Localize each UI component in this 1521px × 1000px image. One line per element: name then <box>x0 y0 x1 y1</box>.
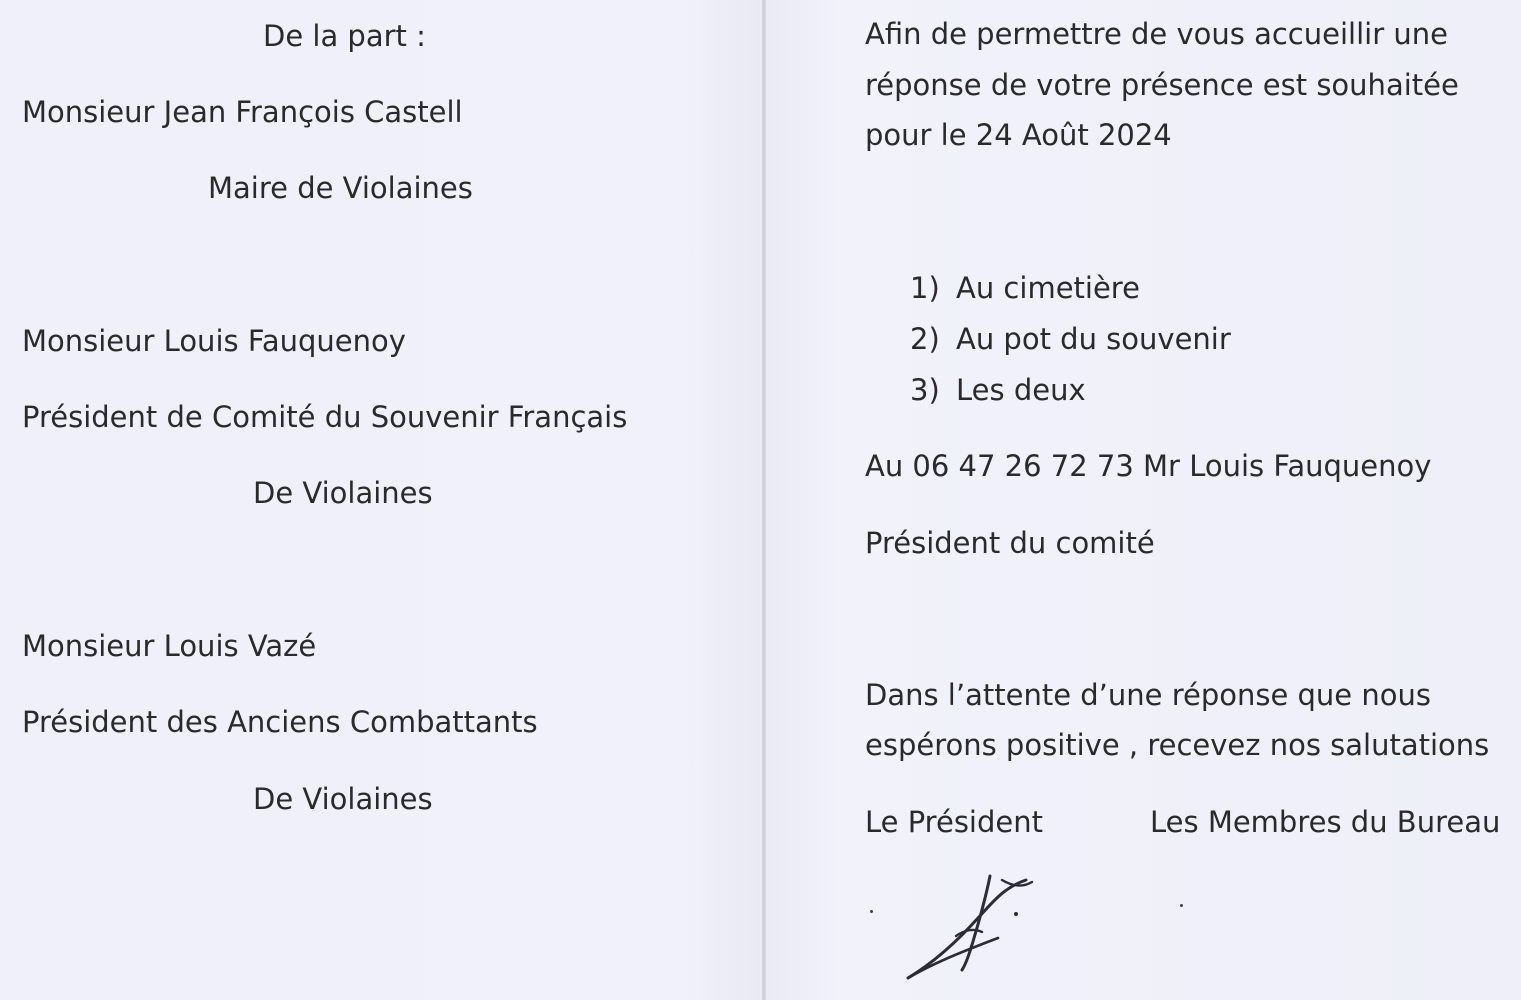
option-number: 3) <box>910 373 940 407</box>
person1-name: Monsieur Jean François Castell <box>22 95 463 129</box>
option-number: 2) <box>910 322 940 356</box>
person3-title: Président des Anciens Combattants <box>22 705 538 739</box>
intro-line: pour le 24 Août 2024 <box>865 118 1172 152</box>
from-header: De la part : <box>263 19 426 53</box>
signature-president-label: Le Président <box>865 805 1043 839</box>
option-item <box>910 270 1140 306</box>
ink-dot <box>870 910 873 913</box>
signature-bureau-label: Les Membres du Bureau <box>1150 805 1501 839</box>
contact-role: Président du comité <box>865 526 1155 560</box>
ink-dot <box>1180 904 1183 907</box>
handwritten-signature <box>898 866 1048 990</box>
contact-line: Au 06 47 26 72 73 Mr Louis Fauquenoy <box>865 449 1432 483</box>
person1-title: Maire de Violaines <box>208 171 473 205</box>
option-label: Au cimetière <box>956 271 1140 305</box>
option-number: 1) <box>910 271 940 305</box>
intro-line: Afin de permettre de vous accueillir une <box>865 17 1448 51</box>
person3-place: De Violaines <box>253 782 433 816</box>
option-item <box>910 321 1231 357</box>
option-item <box>910 372 1086 408</box>
person2-name: Monsieur Louis Fauquenoy <box>22 324 406 358</box>
intro-line: réponse de votre présence est souhaitée <box>865 68 1459 102</box>
closing-line: espérons positive , recevez nos salutations <box>865 728 1490 762</box>
person2-place: De Violaines <box>253 476 433 510</box>
person2-title: Président de Comité du Souvenir Français <box>22 400 628 434</box>
option-label: Les deux <box>956 373 1086 407</box>
person3-name: Monsieur Louis Vazé <box>22 629 317 663</box>
option-label: Au pot du souvenir <box>956 322 1231 356</box>
closing-line: Dans l’attente d’une réponse que nous <box>865 678 1431 712</box>
